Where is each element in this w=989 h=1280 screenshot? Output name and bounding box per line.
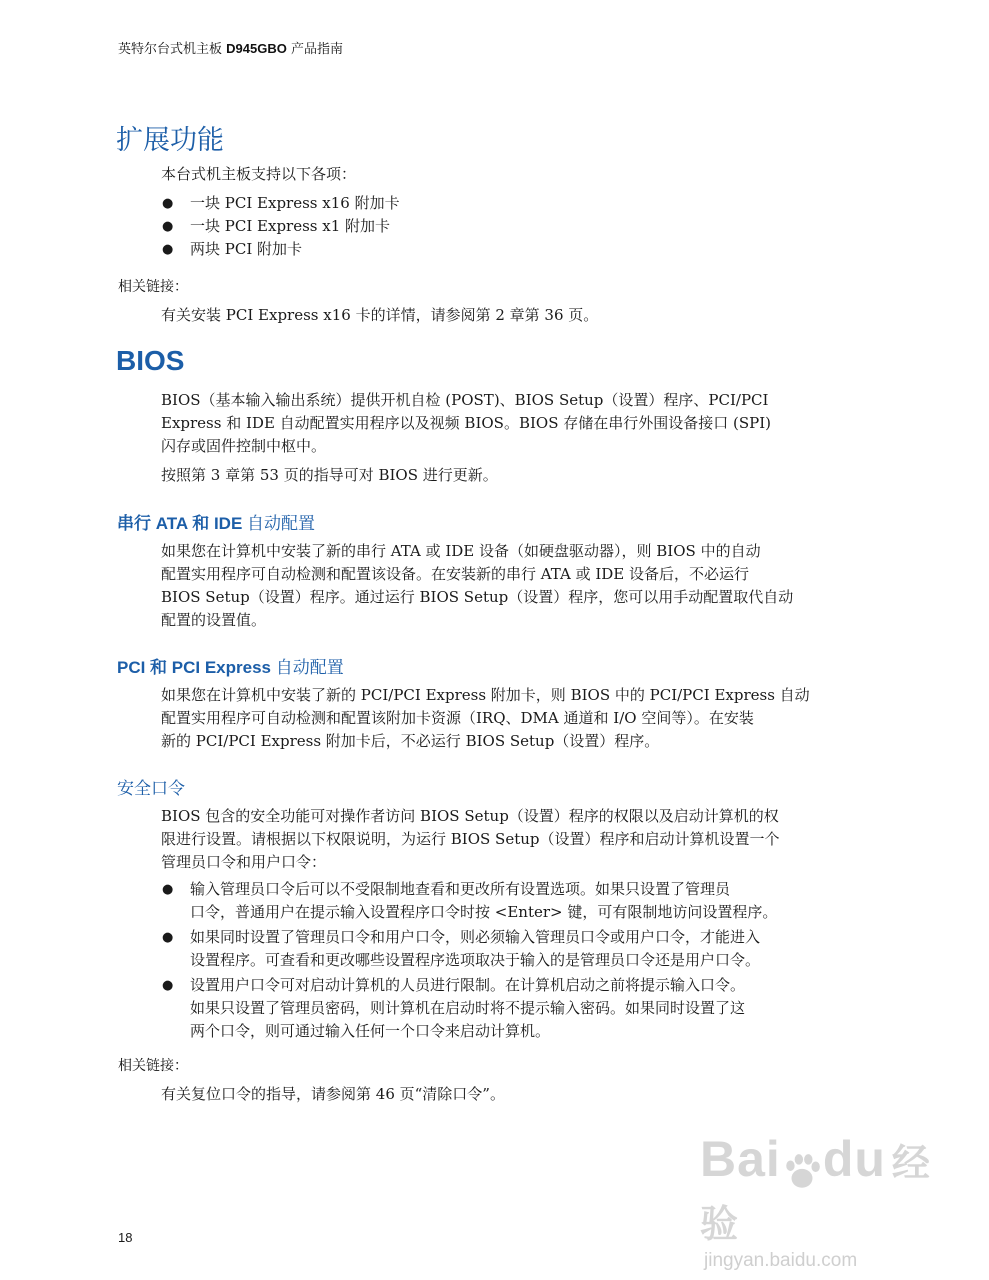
sata-paragraph: 如果您在计算机中安装了新的串行 ATA 或 IDE 设备（如硬盘驱动器），则 BIOS 中的自动 配置实用程序可自动检测和配置该设备。在安装新的串行 ATA 或 IDE 设备后，不必运行 BIOS Setup（设置）程序。通过运行 BIOS Setup（设置）程序，您可以用手动配置取代自动 配置的设置值。 [161,542,794,629]
watermark-url: jingyan.baidu.com [704,1249,858,1271]
subsection-title-sata: 串行 ATA 和 IDE 自动配置 [117,514,316,534]
header-model: D945GBO [226,41,287,56]
bios-update-paragraph: 按照第 3 章第 53 页的指导可对 BIOS 进行更新。 [161,466,498,484]
bullet-icon: ● [162,930,174,945]
paw-icon [781,1151,823,1193]
list-item: ● 一块 PCI Express x1 附加卡 [161,215,881,238]
list-item: ● 设置用户口令可对启动计算机的人员进行限制。在计算机启动之前将提示输入口令。 如果只设置了管理员密码，则计算机在启动时将不提示输入密码。如果同时设置了这 两个口令，则可通过输入任何一个口令来启动计算机。 [162,976,746,1040]
subsection-title-password: 安全口令 [117,779,185,799]
section-title-bios: BIOS [116,345,185,376]
list-item: ● 输入管理员口令后可以不受限制地查看和更改所有设置选项。如果只设置了管理员 口令，普通用户在提示输入设置程序口令时按 <Enter> 键，可有限制地访问设置程序。 [162,880,778,921]
bullet-icon: ● [162,978,174,993]
pci-paragraph: 如果您在计算机中安装了新的 PCI/PCI Express 附加卡，则 BIOS 中的 PCI/PCI Express 自动 配置实用程序可自动检测和配置该附加卡资源（IRQ、DMA 通道和 I/O 空间等）。在安装 新的 PCI/PCI Express 附加卡后，不必运行 BIOS Setup（设置）程序。 [161,686,810,750]
related-links-text: 有关复位口令的指导，请参阅第 46 页“清除口令”。 [161,1085,505,1103]
bullet-icon: ● [162,242,174,257]
running-header [118,38,343,57]
related-links-label: 相关链接： [118,279,188,295]
header-prefix: 英特尔台式机主板 [118,42,227,57]
bullet-icon: ● [162,219,174,234]
list-item: ● 两块 PCI 附加卡 [161,238,881,261]
list-item: ● 一块 PCI Express x16 附加卡 [161,192,881,215]
baidu-watermark [700,1130,930,1271]
password-paragraph: BIOS 包含的安全功能可对操作者访问 BIOS Setup（设置）程序的权限以及启动计算机的权 限进行设置。请根据以下权限说明，为运行 BIOS Setup（设置）程序和启动计算机设置一个 管理员口令和用户口令： [161,807,780,871]
header-suffix: 产品指南 [286,42,343,57]
bullet-icon: ● [162,196,174,211]
list-item: ● 如果同时设置了管理员口令和用户口令，则必须输入管理员口令或用户口令，才能进入 设置程序。可查看和更改哪些设置程序选项取决于输入的是管理员口令还是用户口令。 [162,928,761,969]
bullet-icon: ● [162,882,174,897]
page-number: 18 [118,1230,133,1245]
watermark-brand: Bai [700,1131,781,1187]
watermark-brand-suffix: du [822,1131,886,1187]
bios-paragraph: BIOS（基本输入输出系统）提供开机自检 (POST)、BIOS Setup（设置）程序、PCI/PCI Express 和 IDE 自动配置实用程序以及视频 BIOS。BIOS 存储在串行外围设备接口 (SPI) 闪存或固件控制中枢中。 [161,391,772,455]
section-title-expansion: 扩展功能 [116,125,224,156]
related-links-label: 相关链接： [118,1058,188,1074]
watermark-cn: 经验 [700,1141,930,1246]
subsection-title-pci: PCI 和 PCI Express 自动配置 [117,658,344,678]
expansion-intro: 本台式机主板支持以下各项： [161,165,357,183]
password-list [161,878,881,1043]
related-links-text: 有关安装 PCI Express x16 卡的详情，请参阅第 2 章第 36 页。 [161,306,599,324]
expansion-list [161,192,881,261]
